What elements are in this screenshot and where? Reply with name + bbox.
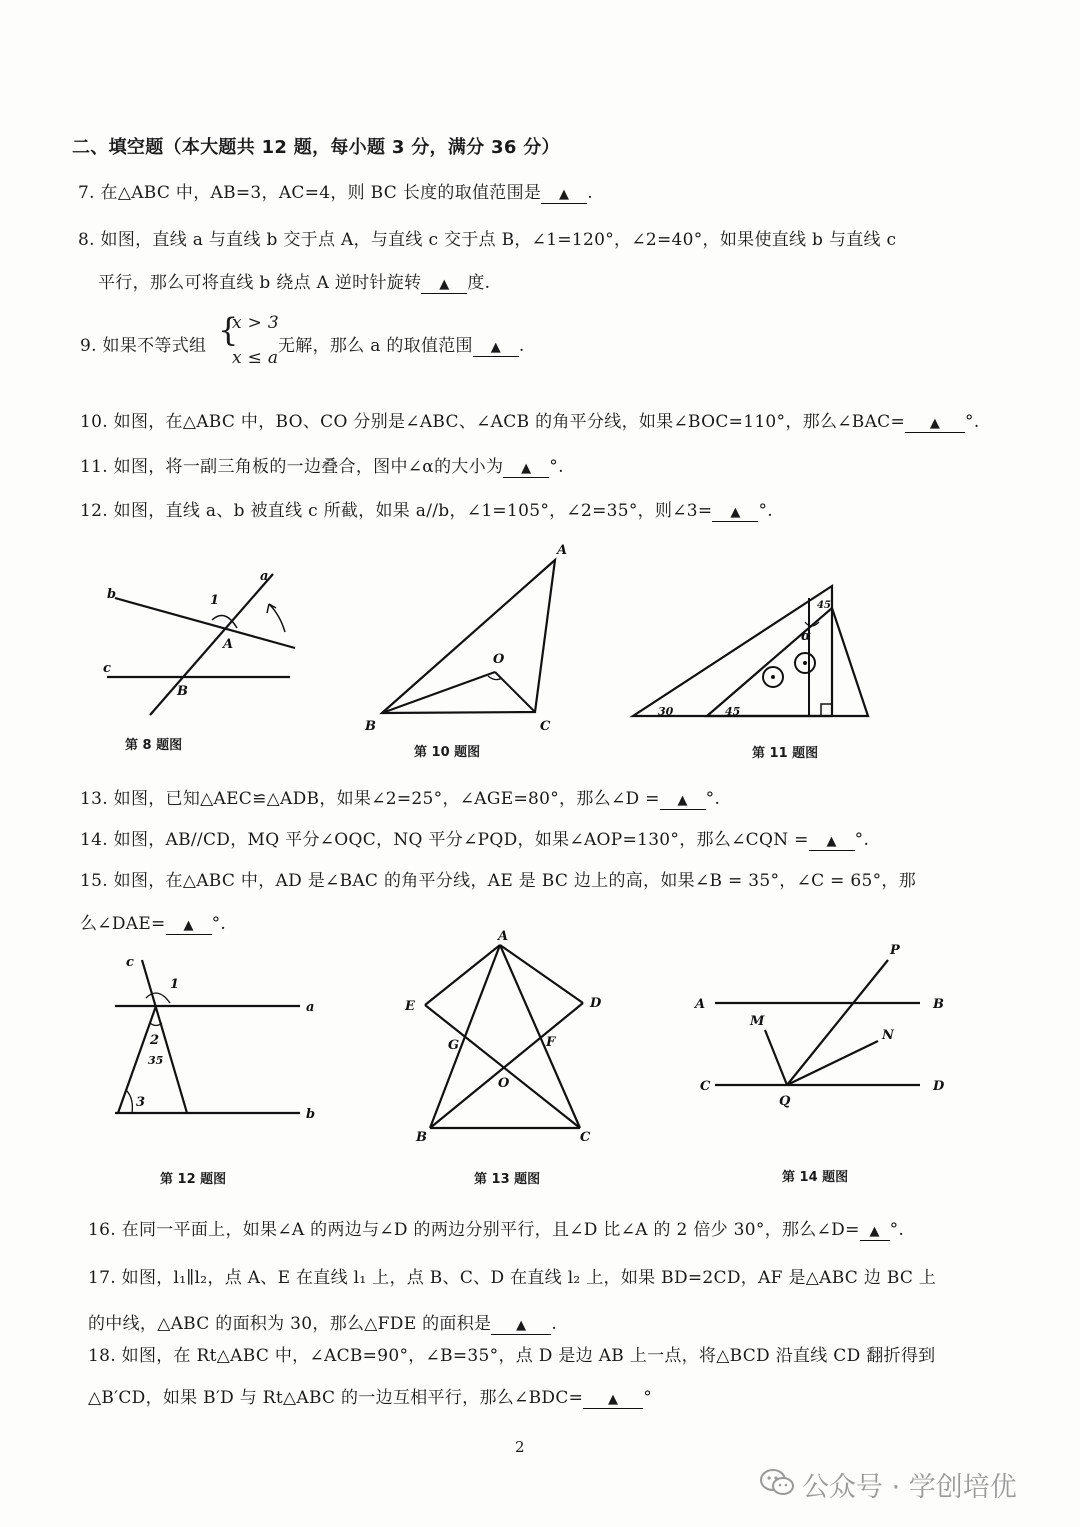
question-15-line2: 么∠DAE= ▲ °.	[80, 914, 227, 934]
question-11: 11. 如图，将一副三角板的一边叠合，图中∠α的大小为 ▲ °.	[80, 457, 564, 477]
answer-blank[interactable]: ▲	[503, 457, 549, 478]
label-A: A	[498, 929, 509, 944]
ray-QN	[787, 1041, 878, 1085]
figure-12	[110, 948, 330, 1128]
question-8-line2: 平行，那么可将直线 b 绕点 A 逆时针旋转 ▲ 度.	[98, 273, 491, 293]
question-14: 14. 如图，AB//CD，MQ 平分∠OQC，NQ 平分∠PQD，如果∠AOP=130°，那么∠CQN = ▲ °.	[80, 830, 870, 850]
label-B: B	[933, 997, 944, 1012]
label-D: D	[590, 996, 602, 1011]
question-text: 17. 如图，l₁∥l₂，点 A、E 在直线 l₁ 上，点 B、C、D 在直线 l₂ 上，如果 BD=2CD，AF 是△ABC 边 BC 上	[88, 1268, 937, 1288]
label-1: 1	[210, 593, 220, 608]
line-c	[142, 960, 187, 1113]
question-16: 16. 在同一平面上，如果∠A 的两边与∠D 的两边分别平行，且∠D 比∠A 的 2 倍少 30°，那么∠D= ▲ °.	[88, 1220, 905, 1240]
answer-blank[interactable]: ▲	[583, 1388, 643, 1409]
question-text: 平行，那么可将直线 b 绕点 A 逆时针旋转	[98, 273, 422, 293]
label-F: F	[546, 1035, 556, 1050]
answer-blank[interactable]: ▲	[712, 501, 758, 522]
label-O: O	[493, 652, 505, 667]
angle-1-arc	[146, 993, 170, 1003]
inequality-2: x ≤ a	[232, 348, 279, 368]
question-text: 11. 如图，将一副三角板的一边叠合，图中∠α的大小为	[80, 457, 504, 477]
question-text: 8. 如图，直线 a 与直线 b 交于点 A，与直线 c 交于点 B，∠1=120°，∠2=40°，如果使直线 b 与直线 c	[78, 230, 897, 250]
triangle-ABC	[382, 560, 555, 713]
ray-QM	[765, 1030, 787, 1085]
label-N: N	[882, 1028, 894, 1043]
label-O: O	[498, 1076, 510, 1091]
segment-BO	[382, 672, 495, 713]
question-text: 18. 如图，在 Rt△ABC 中，∠ACB=90°，∠B=35°，点 D 是边 AB 上一点，将△BCD 沿直线 CD 翻折得到	[88, 1346, 936, 1366]
label-c: c	[126, 955, 134, 970]
figure-13	[400, 925, 610, 1150]
label-B: B	[177, 684, 188, 699]
question-18-line2: △B′CD，如果 B′D 与 Rt△ABC 的一边互相平行，那么∠BDC= ▲ °	[88, 1388, 652, 1408]
answer-blank[interactable]: ▲	[860, 1220, 890, 1241]
caption-fig10: 第 10 题图	[414, 745, 481, 760]
answer-blank[interactable]: ▲	[541, 183, 587, 204]
label-b: b	[107, 587, 117, 602]
label-2: 2	[150, 1033, 160, 1048]
label-30: 30	[658, 705, 674, 718]
wechat-icon	[760, 1468, 794, 1496]
question-7: 7. 在△ABC 中，AB=3，AC=4，则 BC 长度的取值范围是 ▲ .	[78, 183, 593, 203]
label-45-top: 45	[817, 600, 831, 611]
label-alpha: α	[801, 629, 812, 644]
inequality-1: x > 3	[232, 313, 279, 333]
question-text: 10. 如图，在△ABC 中，BO、CO 分别是∠ABC、∠ACB 的角平分线，如果∠BOC=110°，那么∠BAC=	[80, 412, 906, 432]
caption-fig11: 第 11 题图	[752, 746, 819, 761]
label-1: 1	[170, 977, 180, 992]
label-C: C	[580, 1130, 591, 1145]
label-c: c	[103, 661, 111, 676]
label-A: A	[223, 637, 234, 652]
rotation-arrow-icon	[269, 604, 285, 632]
caption-fig14: 第 14 题图	[782, 1170, 849, 1185]
label-M: M	[750, 1014, 765, 1029]
triangle-30	[633, 586, 832, 716]
question-17-line1	[88, 1263, 936, 1288]
circle-dot-1	[803, 661, 807, 665]
triangle-45	[707, 608, 868, 716]
question-text: 的中线，△ABC 的面积为 30，那么△FDE 的面积是	[88, 1314, 492, 1334]
caption-fig8: 第 8 题图	[125, 738, 183, 753]
question-text: 9. 如果不等式组	[80, 336, 207, 356]
answer-blank[interactable]: ▲	[905, 412, 965, 433]
question-18-line1	[88, 1341, 935, 1366]
label-B: B	[365, 719, 376, 734]
label-B: B	[416, 1130, 427, 1145]
label-C: C	[700, 1079, 711, 1094]
ray-QP	[787, 960, 888, 1085]
figure-8	[95, 560, 305, 730]
question-15-line1	[80, 866, 916, 891]
question-text: 12. 如图，直线 a、b 被直线 c 所截，如果 a//b，∠1=105°，∠2=35°，则∠3=	[80, 501, 713, 521]
question-13: 13. 如图，已知△AEC≌△ADB，如果∠2=25°，∠AGE=80°，那么∠D = ▲ °.	[80, 789, 721, 809]
figure-14	[690, 938, 960, 1113]
question-text: 么∠DAE=	[80, 914, 166, 934]
label-Q: Q	[779, 1094, 791, 1109]
question-8-line1	[78, 225, 896, 250]
answer-blank[interactable]: ▲	[166, 914, 212, 935]
page-number: 2	[515, 1438, 525, 1456]
circle-dot-2	[771, 675, 775, 679]
label-45: 45	[725, 705, 741, 718]
question-text: 13. 如图，已知△AEC≌△ADB，如果∠2=25°，∠AGE=80°，那么∠D =	[80, 789, 660, 809]
label-E: E	[405, 999, 415, 1014]
question-9-rest: 无解，那么 a 的取值范围 ▲ .	[278, 336, 525, 356]
label-a: a	[306, 1000, 315, 1015]
question-text: 7. 在△ABC 中，AB=3，AC=4，则 BC 长度的取值范围是	[78, 183, 542, 203]
watermark: 公众号 · 学创培优	[802, 1472, 1017, 1503]
question-text: △B′CD，如果 B′D 与 Rt△ABC 的一边互相平行，那么∠BDC=	[88, 1388, 584, 1408]
label-P: P	[890, 943, 900, 958]
question-10: 10. 如图，在△ABC 中，BO、CO 分别是∠ABC、∠ACB 的角平分线，如果∠BOC=110°，那么∠BAC= ▲ °.	[80, 412, 980, 432]
label-3: 3	[136, 1095, 146, 1110]
label-b: b	[306, 1107, 316, 1122]
question-text: 15. 如图，在△ABC 中，AD 是∠BAC 的角平分线，AE 是 BC 边上的高，如果∠B = 35°，∠C = 65°，那	[80, 871, 917, 891]
label-A: A	[557, 543, 568, 558]
right-angle-mark	[821, 704, 832, 716]
section-title: 二、填空题（本大题共 12 题，每小题 3 分，满分 36 分）	[72, 137, 560, 158]
answer-blank[interactable]: ▲	[809, 830, 855, 851]
answer-blank[interactable]: ▲	[660, 789, 706, 810]
answer-blank[interactable]: ▲	[473, 336, 519, 357]
label-a: a	[260, 569, 269, 584]
question-text: 16. 在同一平面上，如果∠A 的两边与∠D 的两边分别平行，且∠D 比∠A 的 2 倍少 30°，那么∠D=	[88, 1220, 860, 1240]
label-35: 35	[148, 1054, 164, 1067]
caption-fig13: 第 13 题图	[474, 1172, 541, 1187]
brace-icon: {	[218, 311, 239, 349]
question-17-line2: 的中线，△ABC 的面积为 30，那么△FDE 的面积是 ▲ .	[88, 1314, 558, 1334]
figure-10	[360, 540, 580, 740]
label-A: A	[695, 997, 706, 1012]
label-G: G	[448, 1038, 460, 1053]
label-C: C	[540, 719, 551, 734]
question-text: 14. 如图，AB//CD，MQ 平分∠OQC，NQ 平分∠PQD，如果∠AOP=130°，那么∠CQN =	[80, 830, 809, 850]
question-12: 12. 如图，直线 a、b 被直线 c 所截，如果 a//b，∠1=105°，∠2=35°，则∠3= ▲ °.	[80, 501, 773, 521]
question-9	[80, 331, 206, 356]
answer-blank[interactable]: ▲	[491, 1314, 551, 1335]
label-D: D	[933, 1079, 945, 1094]
figure-11	[625, 578, 875, 723]
caption-fig12: 第 12 题图	[160, 1172, 227, 1187]
angle-3-arc	[126, 1090, 132, 1113]
answer-blank[interactable]: ▲	[421, 273, 467, 294]
